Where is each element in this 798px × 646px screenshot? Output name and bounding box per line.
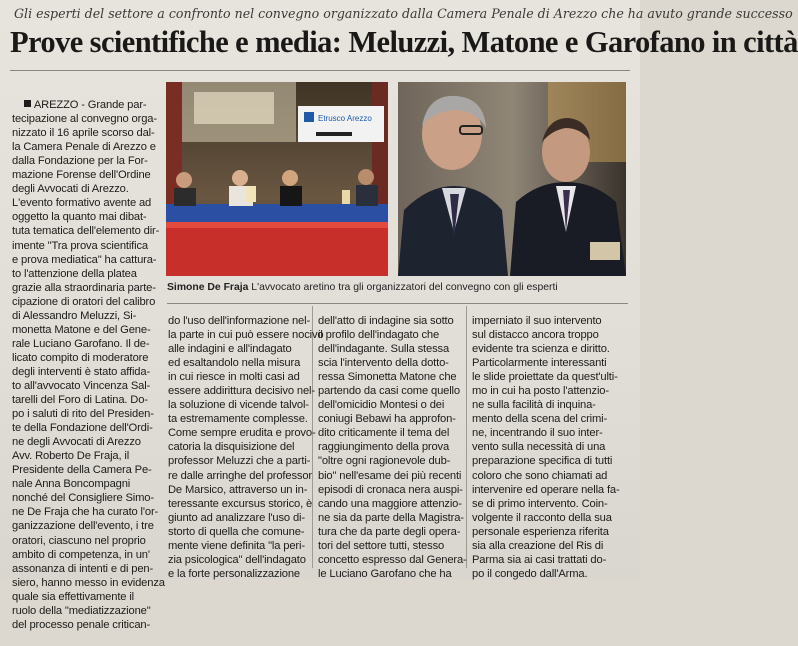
experts-image xyxy=(398,82,626,276)
photo-caption xyxy=(167,281,637,294)
article-column-1 xyxy=(12,84,165,631)
paragraph-marker-icon xyxy=(24,100,31,107)
conference-panel-photo xyxy=(166,82,388,276)
conference-panel-image xyxy=(166,82,388,276)
caption-name: Simone De Fraja xyxy=(167,282,249,293)
article-headline: Prove scientifiche e media: Meluzzi, Matone e Garofano in città xyxy=(10,25,798,59)
article-column-3: dell'atto di indagine sia sotto il profilo dell'indagato che dell'indagante. Sulla stessa scia l'intervento della dotto- ressa Simonetta Matone che partendo da casi come quello dell'omicidio Montesi o dei coniugi Bebawi ha approfon- dito criticamente il tema del raggiungimento della prova "oltre ogni ragionevole dub- bio" nell'esame dei più recenti episodi di cronaca nera auspi- cando una maggiore attenzio- ne sia da parte della Magistra- tura che da parte degli opera- tori del settore tutti, stesso concetto espresso dal Genera- le Luciano Garofano che ha xyxy=(318,315,467,580)
banner-label: Etrusco Arezzo xyxy=(318,114,372,123)
header-divider xyxy=(10,70,630,71)
article-column-2: do l'uso dell'informazione nel- la parte in cui può essere nocivo alle indagini e all'indagato ed esaltandolo nella misura in cui riesce in molti casi ad essere addirittura decisivo nel- la soluzione di vicende talvol- ta estremamente complesse. Come sempre erudita e provo- catoria la disquisizione del professor Meluzzi che a parti- re dalle arringhe del professor De Marsico, attraverso un in- teressante excursus storico, è giunto ad analizzare l'uso di- storto di quella che comune- mente viene definita "la peri- zia psicologica" dell'indagato e la forte personalizzazione xyxy=(168,315,324,580)
article-kicker: Gli esperti del settore a confronto nel convegno organizzato dalla Camera Penale di Arezzo che ha avuto grande successo xyxy=(14,6,793,21)
experts-photo xyxy=(398,82,626,276)
caption-divider xyxy=(167,303,628,304)
column-1-text: AREZZO - Grande par- tecipazione al convegno orga- nizzato il 16 aprile scorso dal- la Camera Penale di Arezzo e dalla Fondazione per la For- mazione Forense dell'Ordine degli Avvocati di Arezzo. L'evento formativo avente ad oggetto la quanto mai dibat- tuta tematica dell'elemento dir- imente "Tra prova scientifica e prova mediatica" ha cattura- to l'attenzione della platea grazie alla straordinaria parte- cipazione di oratori del calibro di Alessandro Meluzzi, Si- monetta Matone e del Gene- rale Luciano Garofano. Il de- licato compito di moderatore degli interventi è stato affida- to all'avvocato Vincenza Sal- tarelli del Foro di Latina. Do- po i saluti di rito del Presiden- te della Fondazione dell'Ordi- ne degli Avvocati di Arezzo Avv. Roberto De Fraja, il Presidente della Camera Pe- nale Anna Boncompagni nonché del Consigliere Simo- ne De Fraja che ha curato l'or- ganizzazione dell'evento, i tre oratori, ciascuno nel proprio ambito di competenza, in un' assonanza di intenti e di pen- siero, hanno messo in evidenza quale sia effettivamente il ruolo della "mediatizzazione" del processo penale critican- xyxy=(12,99,165,631)
column-divider xyxy=(466,306,467,568)
article-column-4: imperniato il suo intervento sul distacco ancora troppo evidente tra scienza e diritto. Particolarmente interessanti le slide proiettate da quest'ulti- mo in cui ha posto l'attenzio- ne sulla facilità di inquina- mento della scena del crimi- ne, incentrando il suo inter- vento sulla necessità di una preparazione specifica di tutti coloro che sono chiamati ad intervenire ed operare nella fa- se di primo intervento. Coin- volgente il racconto della sua personale esperienza riferita sia alla creazione del Ris di Parma sia ai casi trattati do- po il congedo dall'Arma. xyxy=(472,315,620,580)
caption-text: L'avvocato aretino tra gli organizzatori del convegno con gli esperti xyxy=(248,282,558,293)
